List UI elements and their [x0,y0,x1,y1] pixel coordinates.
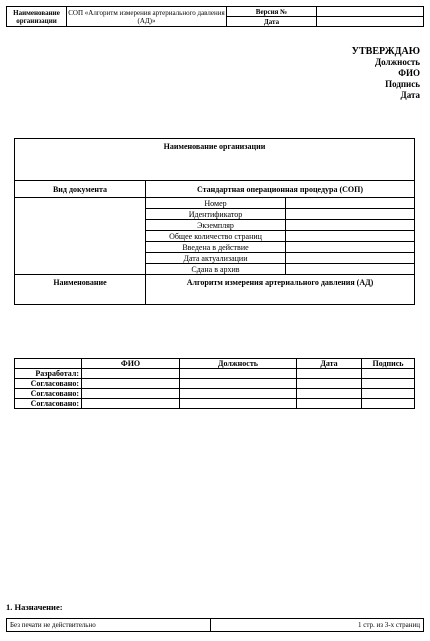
header-version-label: Версия № [227,7,317,17]
header-org-label: Наименование организации [7,7,67,27]
footer-right: 1 стр. из 3-х страниц [211,619,424,632]
approval-signature: Подпись [385,79,420,89]
field-label: Номер [146,198,286,209]
field-value [286,209,415,220]
header-date-label: Дата [227,17,317,27]
table-row [15,399,415,409]
field-label: Общее количество страниц [146,231,286,242]
org-name-cell: Наименование организации [15,139,415,181]
table-row [15,369,415,379]
sign-header-cell [15,359,82,369]
sign-row-role: Согласовано: [15,399,82,409]
field-label: Дата актуализации [146,253,286,264]
signatures-table [14,358,415,409]
sign-header-fio: ФИО [82,359,180,369]
table-row [15,389,415,399]
header-sop-title: СОП «Алгоритм измерения артериального давления (АД)» [68,8,225,25]
document-header-table [6,6,424,27]
approval-position: Должность [374,57,420,67]
approval-block [352,46,420,101]
doc-type-label: Вид документа [15,181,146,198]
field-label: Идентификатор [146,209,286,220]
name-label: Наименование [15,275,146,305]
sign-row-role: Разработал: [15,369,82,379]
field-label: Введена в действие [146,242,286,253]
field-label: Сдана в архив [146,264,286,275]
header-version-value [317,7,424,17]
approval-fio: ФИО [398,68,420,78]
doc-type-value: Стандартная операционная процедура (СОП) [146,181,415,198]
footer-table [6,618,424,632]
table-row [15,379,415,389]
field-label: Экземпляр [146,220,286,231]
section-title: 1. Назначение: [6,602,63,612]
field-value [286,264,415,275]
sign-header-signature: Подпись [362,359,415,369]
name-value: Алгоритм измерения артериального давления (АД) [146,275,415,305]
field-value [286,242,415,253]
field-value [286,253,415,264]
sign-header-position: Должность [180,359,297,369]
sign-row-role: Согласовано: [15,389,82,399]
approval-title: УТВЕРЖДАЮ [351,46,420,57]
approval-date: Дата [400,90,420,100]
field-value [286,198,415,209]
field-value [286,220,415,231]
field-value [286,231,415,242]
sign-row-role: Согласовано: [15,379,82,389]
header-date-value [317,17,424,27]
sign-header-date: Дата [297,359,362,369]
footer-left: Без печати не действительно [7,619,211,632]
doc-fields-spacer [15,198,146,275]
document-info-table [14,138,415,305]
